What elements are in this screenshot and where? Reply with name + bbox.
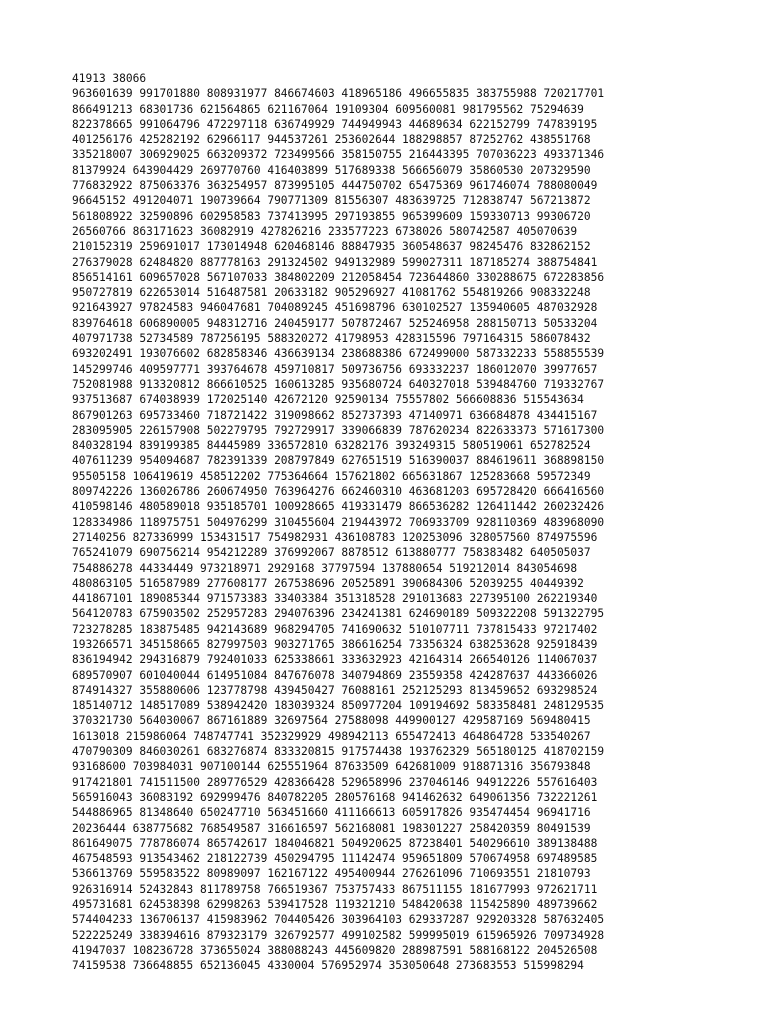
text-line: 561808922 32590896 602958583 737413995 297193855 965399609 159330713 99306720 [72, 209, 591, 223]
text-line: 441867101 189085344 971573383 33403384 351318528 291013683 227395100 262219340 [72, 592, 598, 606]
text-line: 27140256 827336999 153431517 754982931 436108783 120253096 328057560 874975596 [72, 530, 598, 544]
text-line: 95505158 106419619 458512202 775364664 157621802 665631867 125283668 59572349 [72, 469, 591, 483]
text-line: 410598146 480589018 935185701 100928665 419331479 866536282 126411442 260232426 [72, 500, 605, 514]
text-line: 522225249 338394616 879323179 326792577 499102582 599995019 615965926 709734928 [72, 928, 605, 942]
text-line: 921643927 97824583 946047681 704089245 451698796 630102527 135940605 487032928 [72, 301, 598, 315]
number-lines [72, 71, 604, 974]
text-line: 564120783 675903502 252957283 294076396 234241381 624690189 509322208 591322795 [72, 607, 605, 621]
text-line: 26560766 863171623 36082919 427826216 233577223 6738026 580742587 405070639 [72, 224, 578, 238]
text-line: 185140712 148517089 538942420 183039324 850977204 109194692 583358481 248129535 [72, 699, 605, 713]
text-line: 407971738 52734589 787256195 588320272 41798953 428315596 797164315 586078432 [72, 332, 591, 346]
text-line: 74159538 736648855 652136045 4330004 576952974 353050648 273683553 515998294 [72, 959, 584, 973]
text-line: 565916043 36083192 692999476 840782205 280576168 941462632 649061356 732221261 [72, 790, 598, 804]
text-line: 407611239 954094687 782391339 208797849 627651519 516390037 884619611 368898150 [72, 454, 605, 468]
text-line: 1613018 215986064 748747741 352329929 498942113 655472413 464864728 533540267 [72, 729, 591, 743]
text-line: 950727819 622653014 516487581 20633182 905296927 41081762 554819266 908332248 [72, 286, 591, 300]
text-line: 689570907 601040044 614951084 847676078 340794869 23559358 424287637 443366026 [72, 668, 598, 682]
text-line: 41947037 108236728 373655024 388088243 445609820 288987591 588168122 204526508 [72, 943, 598, 957]
text-line: 536613769 559583522 80989097 162167122 495400944 276261096 710693551 21810793 [72, 867, 591, 881]
text-line: 370321730 564030067 867161889 32697564 27588098 449900127 429587169 569480415 [72, 714, 591, 728]
text-line: 840328194 839199385 84445989 336572810 63282176 393249315 580519061 652782524 [72, 439, 591, 453]
text-line: 480863105 516587989 277608177 267538696 20525891 390684306 52039255 40449392 [72, 576, 584, 590]
text-line: 867901263 695733460 718721422 319098662 852737393 47140971 636684878 434415167 [72, 408, 598, 422]
text-line: 839764618 606890005 948312716 240459177 507872467 525246958 288150713 50533204 [72, 316, 598, 330]
text-line: 335218007 306929025 663209372 723499566 358150755 216443395 707036223 493371346 [72, 148, 605, 162]
text-line: 937513687 674038939 172025140 42672120 92590134 75557802 566608836 515543634 [72, 393, 584, 407]
text-line: 41913 38066 [72, 72, 147, 85]
text-line: 926316914 52432843 811789758 766519367 753757433 867511155 181677993 972621711 [72, 882, 598, 896]
text-line: 574404233 136706137 415983962 704405426 303964103 629337287 929203328 587632405 [72, 913, 605, 927]
text-line: 693202491 193076602 682858346 436639134 238688386 672499000 587332233 558855539 [72, 347, 605, 361]
text-line: 283095905 226157908 502279795 792729917 339066839 787620234 822633373 571617300 [72, 423, 605, 437]
text-line: 856514161 609657028 567107033 384802209 212058454 723644860 330288675 672283856 [72, 270, 605, 284]
text-line: 276379028 62484820 887778163 291324502 949132989 599027311 187185274 388754841 [72, 255, 598, 269]
text-line: 822378665 991064796 472297118 636749929 744949943 44689634 622152799 747839195 [72, 117, 598, 131]
text-line: 866491213 68301736 621564865 621167064 19109304 609560081 981795562 75294639 [72, 102, 584, 116]
text-line: 874914327 355880606 123778798 439450427 76088161 252125293 813459652 693298524 [72, 683, 598, 697]
text-line: 752081988 913320812 866610525 160613285 935680724 640327018 539484760 719332767 [72, 377, 605, 391]
text-line: 128334986 118975751 504976299 310455604 219443972 706933709 928110369 483968090 [72, 515, 605, 529]
text-line: 836194942 294316879 792401033 625338661 333632923 42164314 266540126 114067037 [72, 653, 598, 667]
text-line: 963601639 991701880 808931977 846674603 418965186 496655835 383755988 720217701 [72, 87, 605, 101]
text-line: 776832922 875063376 363254957 873995105 444750702 65475369 961746074 788080049 [72, 179, 598, 193]
text-line: 544886965 81348640 650247710 563451660 411166613 605917826 935474454 96941716 [72, 806, 591, 820]
text-line: 96645152 491204071 190739664 790771309 81556307 483639725 712838747 567213872 [72, 194, 591, 208]
text-line: 81379924 643904429 269770760 416403899 517689338 566656079 35860530 207329590 [72, 163, 591, 177]
text-line: 401256176 425282192 62966117 944537261 253602644 188298857 87252762 438551768 [72, 133, 591, 147]
text-line: 495731681 624538398 62998263 539417528 119321210 548420638 115425890 489739662 [72, 898, 598, 912]
text-line: 145299746 409597771 393764678 459710817 509736756 693332237 186012070 39977657 [72, 362, 598, 376]
text-line: 809742226 136026786 260674950 763964276 662460310 463681203 695728420 666416560 [72, 485, 605, 499]
text-line: 723278285 183875485 942143689 968294705 741690632 510107711 737815433 97217402 [72, 622, 598, 636]
text-line: 754886278 44334449 973218971 2929168 37797594 137880654 519212014 843054698 [72, 561, 578, 575]
text-line: 467548593 913543462 218122739 450294795 11142474 959651809 570674958 697489585 [72, 852, 598, 866]
text-line: 93168600 703984031 907100144 625551964 87633509 642681009 918871316 356793848 [72, 760, 591, 774]
text-line: 917421801 741511500 289776529 428366428 529658996 237046146 94912226 557616403 [72, 775, 598, 789]
text-line: 861649075 778786074 865742617 184046821 504920625 87238401 540296610 389138488 [72, 836, 598, 850]
text-line: 470790309 846030261 683276874 833320815 917574438 193762329 565180125 418702159 [72, 745, 605, 759]
text-line: 193266571 345158665 827997503 903271765 386616254 73356324 638253628 925918439 [72, 637, 598, 651]
text-line: 765241079 690756214 954212289 376992067 8878512 613880777 758383482 640505037 [72, 546, 591, 560]
text-line: 210152319 259691017 173014948 620468146 88847935 360548637 98245476 832862152 [72, 240, 591, 254]
text-line: 20236444 638775682 768549587 316616597 562168081 198301227 258420359 80491539 [72, 821, 591, 835]
